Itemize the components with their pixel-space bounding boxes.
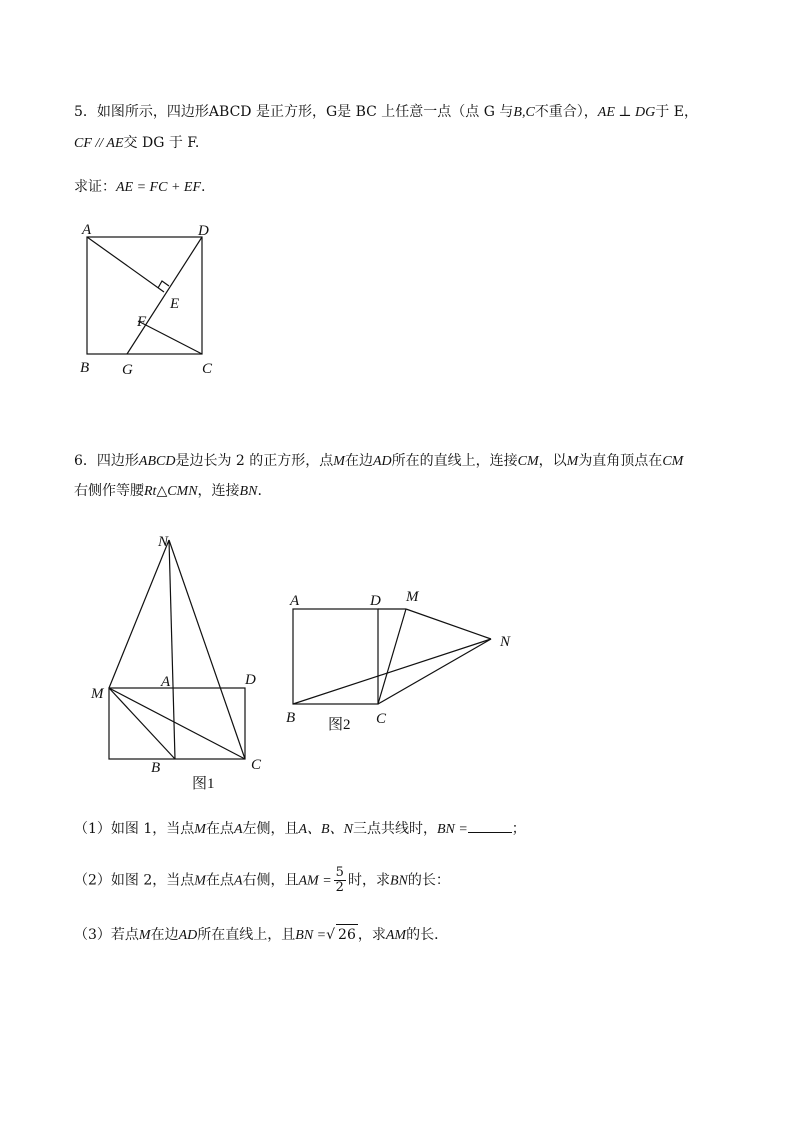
p6-text5: ，以 (538, 453, 567, 469)
fig1-nm (109, 540, 169, 688)
q1-text2: 在点 (205, 821, 234, 837)
fig1-label-a: A (161, 674, 171, 690)
q3-text4: ，求 (357, 927, 386, 943)
fig2-label-d: D (370, 593, 381, 609)
sqrt-icon: √ (326, 927, 336, 943)
q3-bn: BN = (295, 928, 327, 943)
p5-claim-dot: . (201, 179, 206, 195)
fig1-nc (169, 540, 245, 759)
fig1-label-b: B (151, 760, 161, 776)
fig2-label-b: B (286, 710, 296, 726)
q2-text4: 时，求 (347, 872, 390, 889)
p6-text4: 所在的直线上，连接 (391, 453, 518, 469)
p6-text2: 是边长为 2 的正方形，点 (175, 453, 334, 469)
label-e: E (170, 296, 180, 312)
question-2 (74, 866, 450, 895)
q3-text5: 的长． (406, 927, 449, 943)
p5-parallel-condition: CF // AE (74, 136, 124, 151)
problem5-figure (70, 218, 230, 383)
q3-ad: AD (178, 928, 198, 943)
fig2-caption: 图2 (328, 717, 351, 733)
fig1-label-n: N (158, 534, 169, 550)
problem5-line2 (74, 133, 199, 154)
segment-cf (138, 321, 202, 354)
problem6-figure2 (280, 585, 530, 735)
label-f: F (137, 314, 147, 330)
p6-ad: AD (372, 454, 392, 469)
label-g: G (122, 362, 133, 378)
q2-text2: 在点 (205, 872, 234, 889)
q2-m: M (194, 873, 206, 889)
q2-text: （2）如图 2，当点 (74, 872, 195, 889)
fig2-nc (378, 639, 491, 704)
question-1 (74, 818, 526, 840)
q3-text3: 所在直线上，且 (197, 927, 296, 943)
problem5-line3 (74, 177, 205, 198)
q3-m: M (138, 928, 151, 943)
problem6-line1 (74, 451, 683, 472)
label-c: C (202, 361, 213, 377)
q1-text3: 左侧，且 (242, 821, 299, 837)
q1-text: （1）如图 1，当点 (74, 821, 195, 837)
fig1-mb (109, 688, 175, 759)
q2-denominator: 2 (335, 880, 344, 895)
p6-cm2: CM (662, 454, 684, 469)
q1-text5: ； (511, 821, 526, 837)
segment-ae (87, 237, 164, 292)
p6-l2-text: 右侧作等腰 (74, 483, 144, 499)
fig1-label-d: D (245, 672, 256, 688)
q2-bn: BN (389, 873, 408, 889)
p6-m: M (333, 454, 345, 469)
p6-text3: 在边 (344, 453, 373, 469)
p5-bc: B,C (513, 105, 535, 120)
q2-fraction (334, 866, 346, 895)
q3-radicand: 26 (336, 924, 358, 945)
p5-text-mid: 不重合）， (534, 104, 598, 120)
p5-text-suffix2: 交 DG 于 F. (123, 135, 200, 151)
p6-text: 6．四边形 (74, 453, 139, 469)
q1-m: M (194, 822, 206, 837)
fig2-label-m: M (406, 589, 419, 605)
q2-text5: 的长： (407, 872, 450, 889)
p6-l2-dot: . (257, 483, 262, 499)
p5-claim: AE = FC + EF (116, 180, 201, 195)
p6-cm: CM (517, 454, 539, 469)
p6-m2: M (566, 454, 579, 469)
fig2-mn (406, 609, 491, 639)
fig2-label-a: A (290, 593, 300, 609)
right-angle-mark (158, 281, 169, 288)
q2-am: AM = (298, 873, 332, 889)
p6-bn: BN (239, 484, 258, 499)
p6-text6: 为直角顶点在 (578, 453, 663, 469)
problem6-line2 (74, 481, 262, 502)
p5-text-suffix: 于 E， (655, 104, 698, 120)
fig2-bn (293, 639, 491, 704)
question-3 (74, 924, 448, 946)
q1-a: A (233, 822, 243, 837)
fig1-label-m: M (91, 686, 104, 702)
q2-numerator: 5 (335, 865, 344, 880)
fig1-nb (169, 540, 175, 759)
p5-perp-condition: AE ⊥ DG (597, 105, 656, 120)
q1-bn: BN = (436, 822, 468, 837)
fig2-label-c: C (376, 711, 387, 727)
q3-am: AM (385, 928, 407, 943)
p6-abcd: ABCD (138, 454, 176, 469)
q2-a: A (233, 873, 243, 889)
q3-text2: 在边 (150, 927, 179, 943)
q2-text3: 右侧，且 (242, 872, 299, 889)
q1-text4: 三点共线时， (352, 821, 437, 837)
problem6-figure1 (85, 530, 275, 795)
square-abcd (87, 237, 202, 354)
label-d: D (198, 223, 209, 239)
q3-text: （3）若点 (74, 927, 139, 943)
segment-dg (127, 237, 202, 354)
q1-abn: A、B、N (298, 822, 353, 837)
label-b: B (80, 360, 90, 376)
problem5-line1 (74, 102, 698, 123)
p6-l2-text2: ，连接 (197, 483, 240, 499)
p5-prove-label: 求证： (74, 179, 116, 195)
p5-text: 5．如图所示，四边形ABCD 是正方形，G是 BC 上任意一点（点 G 与 (74, 104, 514, 120)
label-a: A (82, 222, 92, 238)
p6-triangle: Rt△CMN (144, 484, 198, 499)
answer-blank[interactable] (468, 818, 512, 833)
fig1-caption: 图1 (192, 776, 215, 792)
fig2-label-n: N (500, 634, 511, 650)
fig1-label-c: C (251, 757, 262, 773)
